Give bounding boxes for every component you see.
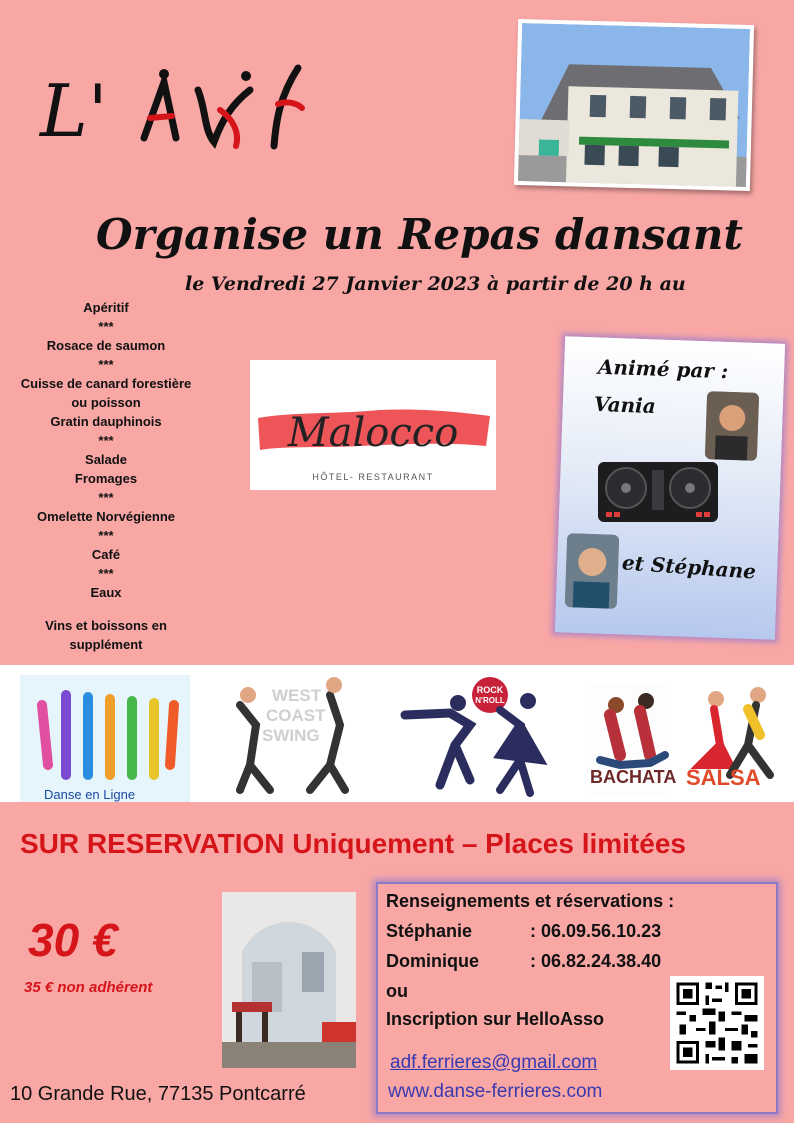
menu-drinks-note: supplément — [69, 637, 143, 652]
contact-heading: Renseignements et réservations : — [386, 891, 675, 911]
avatar — [565, 533, 620, 609]
menu-item: Eaux — [90, 585, 122, 600]
restaurant-interior-photo — [222, 892, 356, 1068]
dj-name-vania: Vania — [593, 391, 657, 419]
contact-or: ou — [386, 981, 408, 1001]
email-link[interactable]: adf.ferrieres@gmail.com — [390, 1052, 598, 1073]
contact-phone-dominique[interactable]: : 06.82.24.38.40 — [530, 951, 662, 971]
malocco-logo — [250, 360, 496, 490]
rock-n-roll-illustration — [405, 677, 540, 793]
event-date: le Vendredi 27 Janvier 2023 à partir de 20 h au — [185, 273, 686, 295]
adf-logo — [36, 60, 306, 155]
logo-dancer-f — [274, 68, 298, 146]
reservation-banner: SUR RESERVATION Uniquement – Places limitées — [20, 828, 686, 859]
avatar — [705, 391, 759, 461]
menu-separator: *** — [98, 357, 114, 372]
contact-name-stephanie: Stéphanie — [386, 921, 473, 941]
menu-separator: *** — [98, 490, 114, 505]
restaurant-building-photo — [514, 19, 754, 191]
menu-item: Café — [91, 547, 121, 562]
menu-item: Omelette Norvégienne — [37, 509, 175, 524]
menu-drinks-note: Vins et boissons en — [45, 618, 167, 633]
menu-item: Salade — [85, 452, 127, 467]
price-main: 30 € — [28, 914, 118, 966]
venue-address: 10 Grande Rue, 77135 Pontcarré — [10, 1083, 306, 1105]
menu-item: Fromages — [74, 471, 138, 486]
price-non-member: 35 € non adhérent — [24, 979, 153, 996]
menu-list — [8, 298, 204, 654]
salsa-illustration — [686, 687, 770, 790]
dj-name-stephane: et Stéphane — [621, 550, 757, 584]
dance-label-coast: COAST — [266, 706, 326, 725]
logo-head-a — [159, 69, 169, 79]
malocco-tagline: HÔTEL- RESTAURANT — [312, 472, 434, 482]
malocco-name: Malocco — [287, 410, 459, 456]
menu-item: Apéritif — [83, 300, 129, 315]
dj-controller-icon — [596, 452, 720, 530]
menu-separator: *** — [98, 319, 114, 334]
west-coast-swing-illustration — [240, 677, 345, 790]
menu-separator: *** — [98, 566, 114, 581]
dance-styles-banner — [0, 665, 794, 802]
logo-letter-l: L' — [40, 69, 108, 153]
event-headline: Organise un Repas dansant — [96, 210, 743, 259]
menu-item: Rosace de saumon — [46, 338, 166, 353]
menu-separator: *** — [98, 433, 114, 448]
website-link[interactable]: www.danse-ferrieres.com — [388, 1081, 603, 1102]
menu-item: Gratin dauphinois — [50, 414, 162, 429]
dance-label-west: WEST — [272, 686, 322, 705]
line-dance-illustration — [20, 675, 190, 802]
logo-accent-a — [150, 116, 172, 118]
bachata-illustration — [590, 685, 676, 795]
dj-card-title: Animé par : — [597, 354, 729, 384]
logo-dancer-a — [144, 82, 176, 138]
contact-name-dominique: Dominique — [386, 951, 479, 971]
contact-phone-stephanie[interactable]: : 06.09.56.10.23 — [530, 921, 662, 941]
menu-separator: *** — [98, 528, 114, 543]
dance-label-bachata: BACHATA — [590, 767, 677, 787]
dance-label-line: Danse en Ligne — [44, 787, 136, 802]
menu-item: Cuisse de canard forestière — [20, 376, 192, 391]
menu-item: ou poisson — [71, 395, 141, 410]
logo-head-f — [241, 71, 251, 81]
dance-label-salsa: SALSA — [686, 765, 761, 790]
dance-label-nroll: N'ROLL — [475, 696, 505, 705]
dance-label-rock: ROCK — [476, 685, 504, 695]
dance-label-swing: SWING — [262, 726, 320, 745]
helloasso-text: Inscription sur HelloAsso — [386, 1009, 605, 1029]
qr-code[interactable] — [670, 976, 764, 1070]
